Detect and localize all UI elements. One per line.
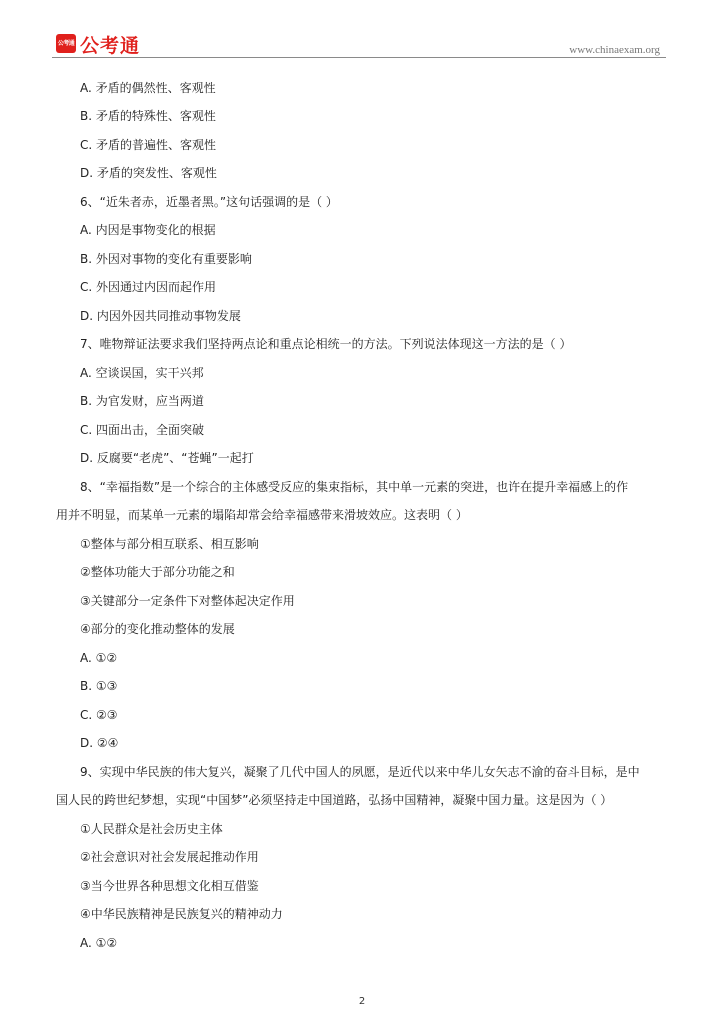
page-number: 2 [358, 996, 366, 1007]
option-line: A. ①② [80, 651, 118, 665]
option-line: B. ①③ [80, 679, 118, 693]
statement-line: ③关键部分一定条件下对整体起决定作用 [80, 594, 295, 608]
question-line: 6、“近朱者赤，近墨者黑。”这句话强调的是（ ） [80, 195, 338, 209]
question-line: 8、“幸福指数”是一个综合的主体感受反应的集束指标，其中单一元素的突进，也许在提升幸福感上的作 [80, 480, 629, 494]
site-url: www.chinaexam.org [569, 44, 660, 56]
statement-line: ①人民群众是社会历史主体 [80, 822, 223, 836]
option-line: C. 四面出击，全面突破 [80, 423, 205, 437]
logo-badge-icon: 公考通 [56, 34, 76, 53]
option-line: B. 矛盾的特殊性、客观性 [80, 109, 216, 123]
option-line: A. ①② [80, 936, 118, 950]
option-line: A. 内因是事物变化的根据 [80, 223, 216, 237]
option-line: C. 矛盾的普遍性、客观性 [80, 138, 217, 152]
statement-line: ②整体功能大于部分功能之和 [80, 565, 235, 579]
option-line: A. 空谈误国，实干兴邦 [80, 366, 204, 380]
option-line: B. 外因对事物的变化有重要影响 [80, 252, 252, 266]
option-line: D. 内因外因共同推动事物发展 [80, 309, 241, 323]
question-line: 9、实现中华民族的伟大复兴，凝聚了几代中国人的夙愿，是近代以来中华儿女矢志不渝的奋斗目标，是中 [80, 765, 640, 779]
statement-line: ①整体与部分相互联系、相互影响 [80, 537, 259, 551]
option-line: B. 为官发财，应当两道 [80, 394, 204, 408]
question-line-continued: 国人民的跨世纪梦想，实现“中国梦”必须坚持走中国道路，弘扬中国精神，凝聚中国力量。这是因为（ ） [56, 793, 613, 807]
option-line: D. 矛盾的突发性、客观性 [80, 166, 217, 180]
option-line: C. ②③ [80, 708, 118, 722]
option-line: D. 反腐要“老虎”、“苍蝇”一起打 [80, 451, 254, 465]
option-line: C. 外因通过内因而起作用 [80, 280, 217, 294]
logo-text: 公考通 [80, 35, 141, 57]
question-line-continued: 用并不明显，而某单一元素的塌陷却常会给幸福感带来滑坡效应。这表明（ ） [56, 508, 468, 522]
statement-line: ③当今世界各种思想文化相互借鉴 [80, 879, 259, 893]
statement-line: ④中华民族精神是民族复兴的精神动力 [80, 907, 283, 921]
option-line: A. 矛盾的偶然性、客观性 [80, 81, 216, 95]
statement-line: ④部分的变化推动整体的发展 [80, 622, 235, 636]
question-line: 7、唯物辩证法要求我们坚持两点论和重点论相统一的方法。下列说法体现这一方法的是（ ） [80, 337, 572, 351]
statement-line: ②社会意识对社会发展起推动作用 [80, 850, 259, 864]
option-line: D. ②④ [80, 736, 119, 750]
